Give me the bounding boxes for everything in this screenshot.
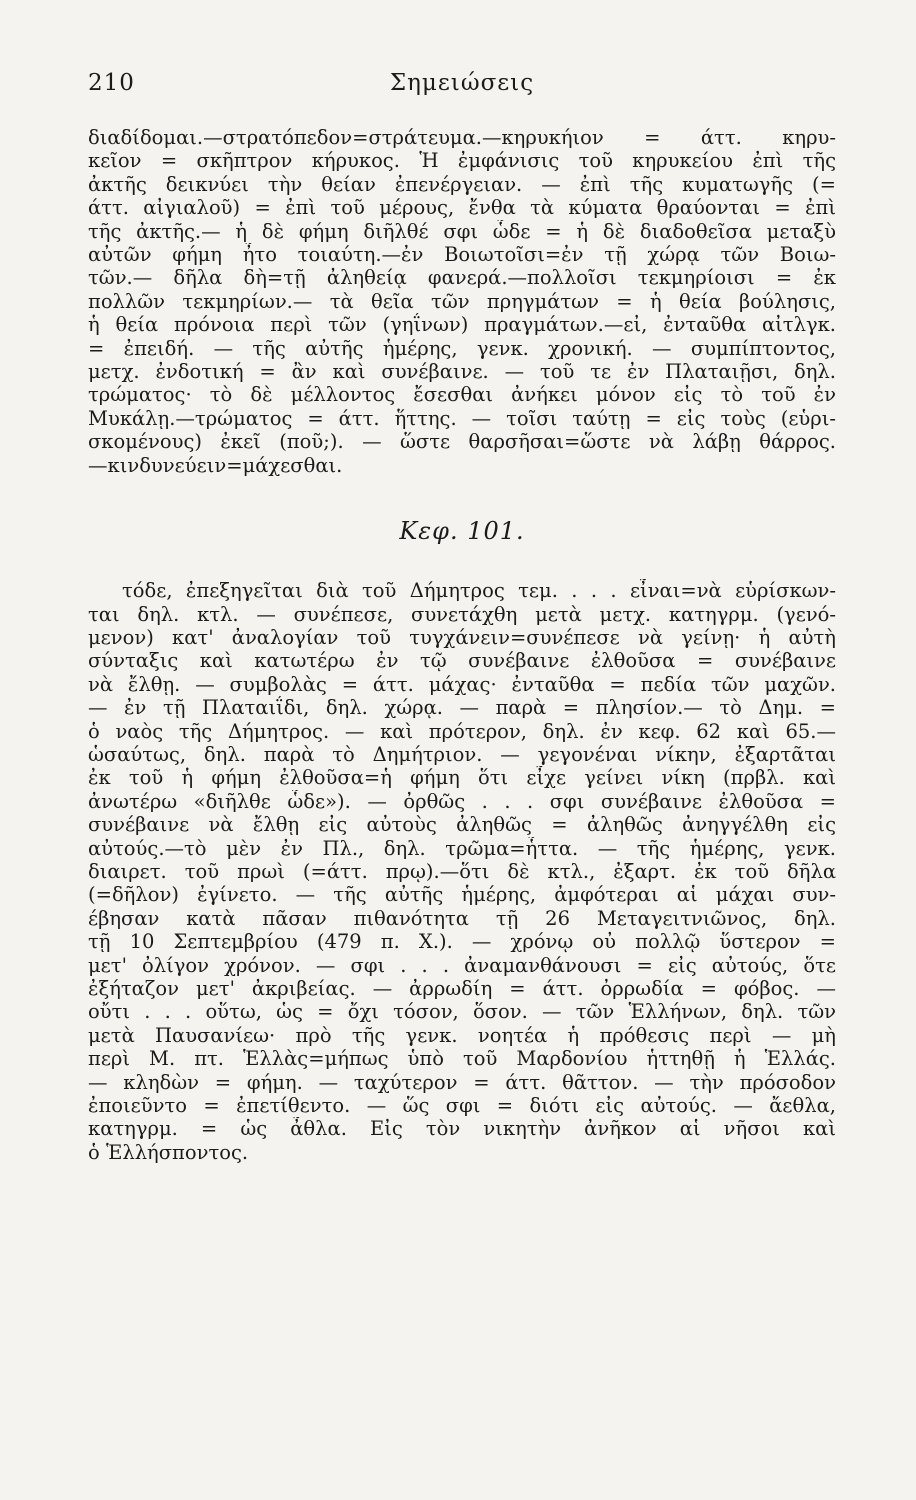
text-line: — κληδὼν = φήμη. — ταχύτερον = άττ. θᾶττον. — τὴν πρόσοδον: [88, 1070, 836, 1094]
text-line: ὡσαύτως, δηλ. παρὰ τὸ Δημήτριον. — γεγονέναι νίκην, ἐξαρτᾶται: [88, 742, 836, 766]
text-line: σκομένους) ἐκεῖ (ποῦ;). — ὥστε θαρσῆσαι=ὥστε νὰ λάβῃ θάρρος.: [88, 430, 836, 454]
text-line: αὐτούς.—τὸ μὲν ἐν Πλ., δηλ. τρῶμα=ἧττα. — τῆς ἡμέρης, γενκ.: [88, 836, 836, 860]
text-line: Μυκάλῃ.—τρώματος = άττ. ἥττης. — τοῖσι ταύτῃ = εἰς τοὺς (εὑρι-: [88, 406, 836, 430]
text-line: πολλῶν τεκμηρίων.— τὰ θεῖα τῶν πρηγμάτων = ἡ θεία βούλησις,: [88, 289, 836, 313]
text-line: ἡ θεία πρόνοια περὶ τῶν (γηΐνων) πραγμάτων.—εἰ, ἐνταῦθα αἰτλγκ.: [88, 313, 836, 337]
text-line: ὁ Ἑλλήσποντος.: [88, 1140, 249, 1164]
text-line: διαιρετ. τοῦ πρωὶ (=άττ. πρῳ).—ὅτι δὲ κτλ., ἐξαρτ. ἐκ τοῦ δῆλα: [88, 859, 836, 883]
text-line: τῆς ἀκτῆς.— ἡ δὲ φήμη διῆλθέ σφι ὧδε = ἡ δὲ διαδοθεῖσα μεταξὺ: [88, 219, 836, 243]
text-line: = ἐπειδή. — τῆς αὐτῆς ἡμέρης, γενκ. χρονική. — συμπίπτοντος,: [88, 336, 836, 360]
text-line: μενον) κατ' ἀναλογίαν τοῦ τυγχάνειν=συνέπεσε νὰ γείνῃ· ἡ αὐτὴ: [88, 625, 836, 649]
text-line: ἀνωτέρω «διῆλθε ὧδε»). — ὀρθῶς . . . σφι συνέβαινε ἐλθοῦσα =: [88, 789, 836, 813]
text-line: νὰ ἔλθῃ. — συμβολὰς = άττ. μάχας· ἐνταῦθα = πεδία τῶν μαχῶν.: [88, 672, 836, 696]
text-line: έβησαν κατὰ πᾶσαν πιθανότητα τῇ 26 Μεταγειτνιῶνος, δηλ.: [88, 906, 836, 930]
text-line: τόδε, ἐπεξηγεῖται διὰ τοῦ Δήμητρος τεμ. . . . εἶναι=νὰ εὑρίσκων-: [122, 579, 836, 603]
page-number: 210: [88, 70, 135, 96]
text-line: περὶ Μ. πτ. Ἑλλὰς=μήπως ὑπὸ τοῦ Μαρδονίου ἡττηθῇ ἡ Ἑλλάς.: [88, 1047, 836, 1071]
text-line: άττ. αἰγιαλοῦ) = ἐπὶ τοῦ μέρους, ἔνθα τὰ κύματα θραύονται = ἐπὶ: [88, 196, 836, 220]
notes-continued: [88, 126, 836, 477]
text-line: μετ' ὀλίγον χρόνον. — σφι . . . ἀναμανθάνουσι = εἰς αὐτούς, ὅτε: [88, 953, 836, 977]
text-line: οὔτι . . . οὕτω, ὡς = ὄχι τόσον, ὅσον. — τῶν Ἑλλήνων, δηλ. τῶν: [88, 1000, 836, 1024]
text-line: σύνταξις καὶ κατωτέρω ἐν τῷ συνέβαινε ἐλθοῦσα = συνέβαινε: [88, 649, 836, 673]
text-line: διαδίδομαι.—στρατόπεδον=στράτευμα.—κηρυκήιον = άττ. κηρυ-: [88, 126, 836, 149]
text-line: ἐποιεῦντο = ἐπετίθεντο. — ὥς σφι = διότι εἰς αὐτούς. — ἄεθλα,: [88, 1094, 836, 1118]
running-title: Σημειώσεις: [389, 70, 535, 96]
text-line: — ἐν τῇ Πλαταιΐδι, δηλ. χώρᾳ. — παρὰ = πλησίον.— τὸ Δημ. =: [88, 696, 836, 720]
text-line: ἐκ τοῦ ἡ φήμη ἐλθοῦσα=ἡ φήμη ὅτι εἶχε γείνει νίκη (πρβλ. καὶ: [88, 766, 836, 790]
text-line: κατηγρμ. = ὡς ἆθλα. Εἰς τὸν νικητὴν ἀνῆκον αἱ νῆσοι καὶ: [88, 1117, 836, 1141]
text-line: ὁ ναὸς τῆς Δήμητρος. — καὶ πρότερον, δηλ. ἐν κεφ. 62 καὶ 65.—: [88, 719, 836, 743]
text-line: μετχ. ἐνδοτική = ἂν καὶ συνέβαινε. — τοῦ τε ἐν Πλαταιῇσι, δηλ.: [88, 360, 836, 384]
text-line: κεῖον = σκῆπτρον κήρυκος. Ἡ ἐμφάνισις τοῦ κηρυκείου ἐπὶ τῆς: [88, 149, 836, 173]
running-head: [88, 70, 836, 110]
text-line: —κινδυνεύειν=μάχεσθαι.: [88, 453, 343, 477]
notes-chapter-101: [88, 579, 836, 1164]
text-line: συνέβαινε νὰ ἔλθῃ εἰς αὐτοὺς ἀληθῶς = ἀληθῶς ἀνηγγέλθη εἰς: [88, 813, 836, 837]
text-line: τῶν.— δῆλα δὴ=τῇ ἀληθείᾳ φανερά.—πολλοῖσι τεκμηρίοισι = ἐκ: [88, 266, 836, 290]
text-line: τρώματος· τὸ δὲ μέλλοντος ἔσεσθαι ἀνήκει μόνον εἰς τὸ τοῦ ἐν: [88, 383, 836, 407]
text-line: (=δῆλον) ἐγίνετο. — τῆς αὐτῆς ἡμέρης, ἀμφότεραι αἱ μάχαι συν-: [88, 883, 836, 907]
chapter-heading: Κεφ. 101.: [399, 517, 525, 546]
text-line: ἀκτῆς δεικνύει τὴν θείαν ἐπενέργειαν. — ἐπὶ τῆς κυματωγῆς (=: [88, 172, 836, 196]
text-line: ἐξήταζον μετ' ἀκριβείας. — ἀρρωδίη = άττ. ὀρρωδία = φόβος. —: [88, 977, 836, 1000]
text-line: μετὰ Παυσανίεω· πρὸ τῆς γενκ. νοητέα ἡ πρόθεσις περὶ — μὴ: [88, 1023, 836, 1047]
text-line: αὐτῶν φήμη ἦτο τοιαύτη.—ἐν Βοιωτοῖσι=ἐν τῇ χώρᾳ τῶν Βοιω-: [88, 243, 836, 267]
text-line: ται δηλ. κτλ. — συνέπεσε, συνετάχθη μετὰ μετχ. κατηγρμ. (γενό-: [88, 602, 836, 626]
text-line: τῇ 10 Σεπτεμβρίου (479 π. Χ.). — χρόνῳ οὐ πολλῷ ὕστερον =: [88, 930, 836, 954]
